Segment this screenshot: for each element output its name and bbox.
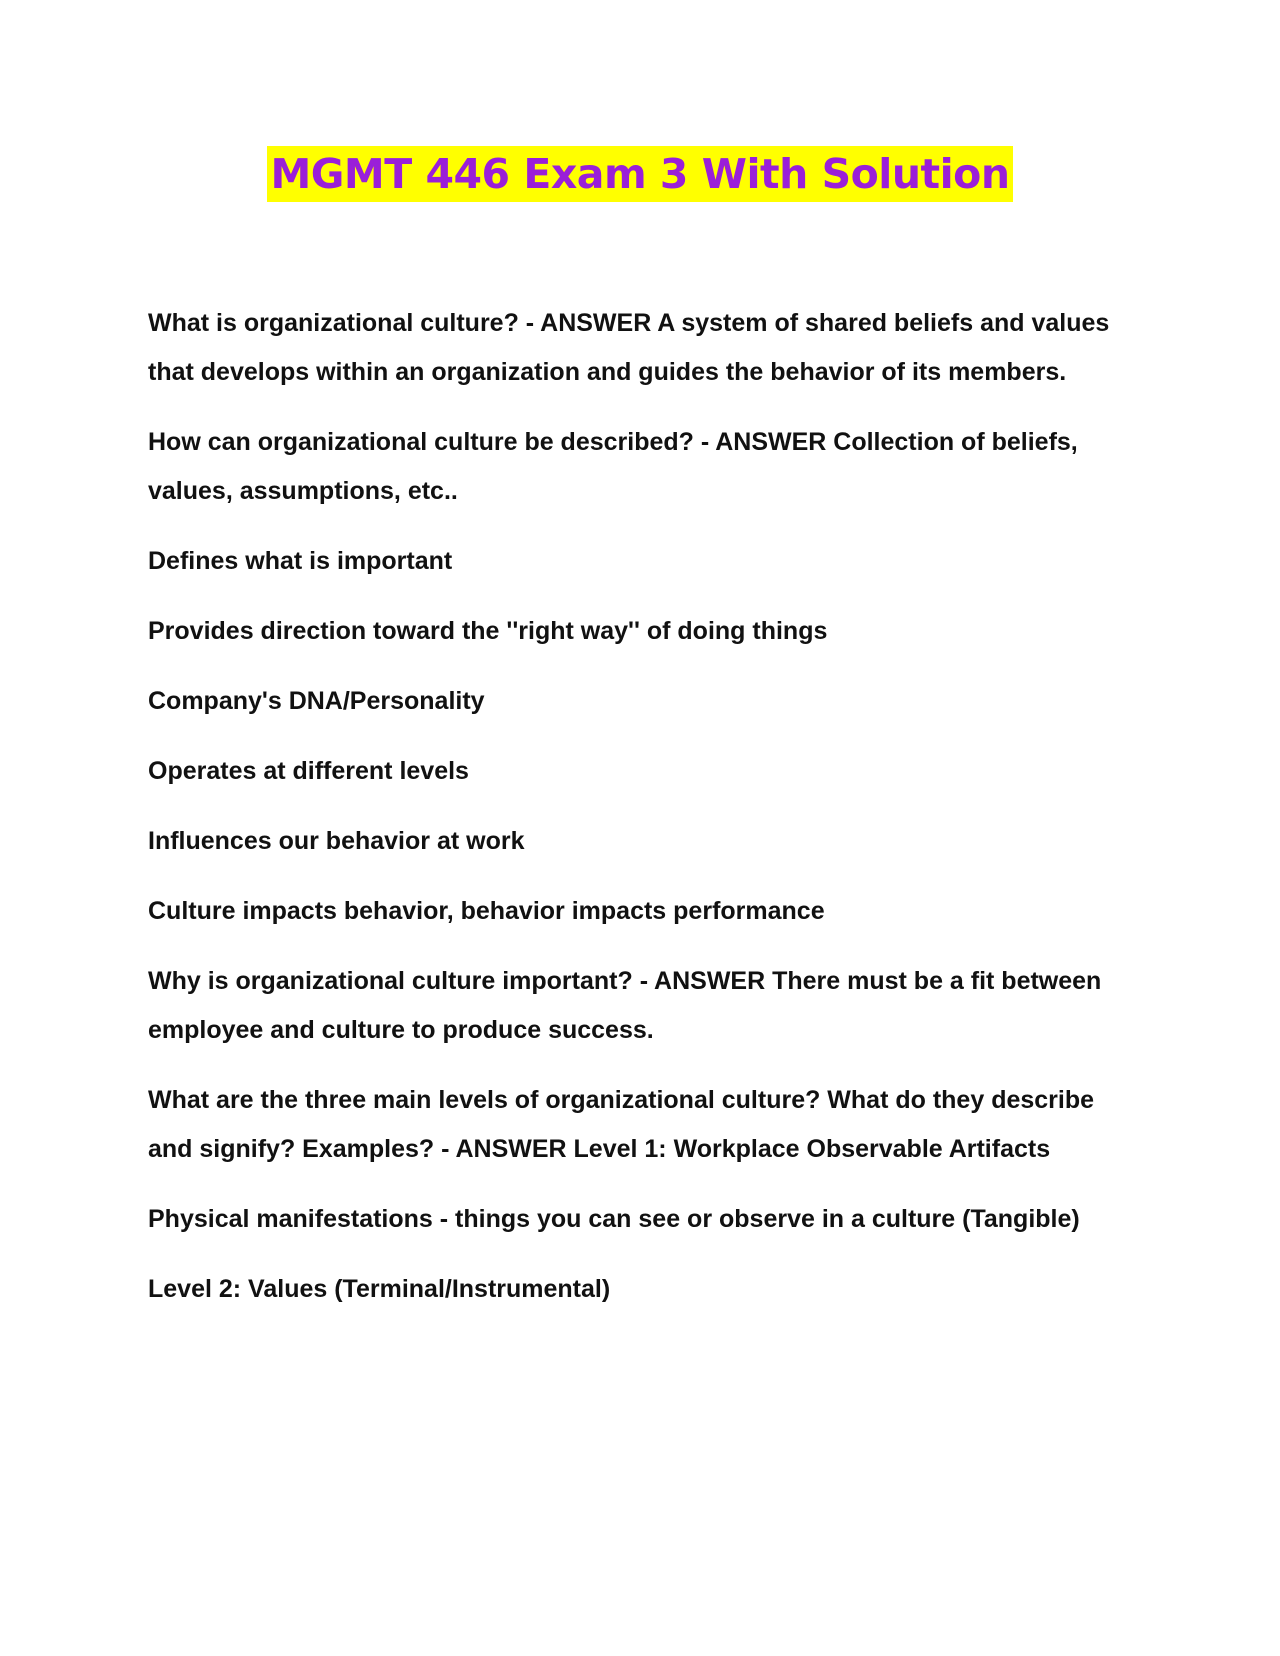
paragraph: What are the three main levels of organizational culture? What do they describe and signify? Examples? - ANSWER Level 1: Workplace Observable Artifacts bbox=[148, 1086, 1095, 1163]
paragraph: Culture impacts behavior, behavior impacts performance bbox=[148, 897, 825, 925]
paragraph: Physical manifestations - things you can see or observe in a culture (Tangible) bbox=[148, 1205, 1080, 1233]
paragraph: How can organizational culture be described? - ANSWER Collection of beliefs, values, assumptions, etc.. bbox=[148, 428, 1078, 505]
paragraph: What is organizational culture? - ANSWER A system of shared beliefs and values that develops within an organization and guides the behavior of its members. bbox=[148, 309, 1110, 386]
document-title: MGMT 446 Exam 3 With Solution bbox=[267, 146, 1012, 202]
paragraph: Operates at different levels bbox=[148, 757, 469, 785]
paragraph: Defines what is important bbox=[148, 547, 453, 575]
title-container bbox=[0, 146, 1280, 202]
paragraph: Level 2: Values (Terminal/Instrumental) bbox=[148, 1275, 611, 1303]
paragraph: Company's DNA/Personality bbox=[148, 687, 485, 715]
paragraph: Why is organizational culture important? - ANSWER There must be a fit between employee and culture to produce success. bbox=[148, 967, 1102, 1044]
paragraph: Provides direction toward the ''right way'' of doing things bbox=[148, 617, 828, 645]
document-body bbox=[148, 299, 1138, 1335]
paragraph: Influences our behavior at work bbox=[148, 827, 525, 855]
